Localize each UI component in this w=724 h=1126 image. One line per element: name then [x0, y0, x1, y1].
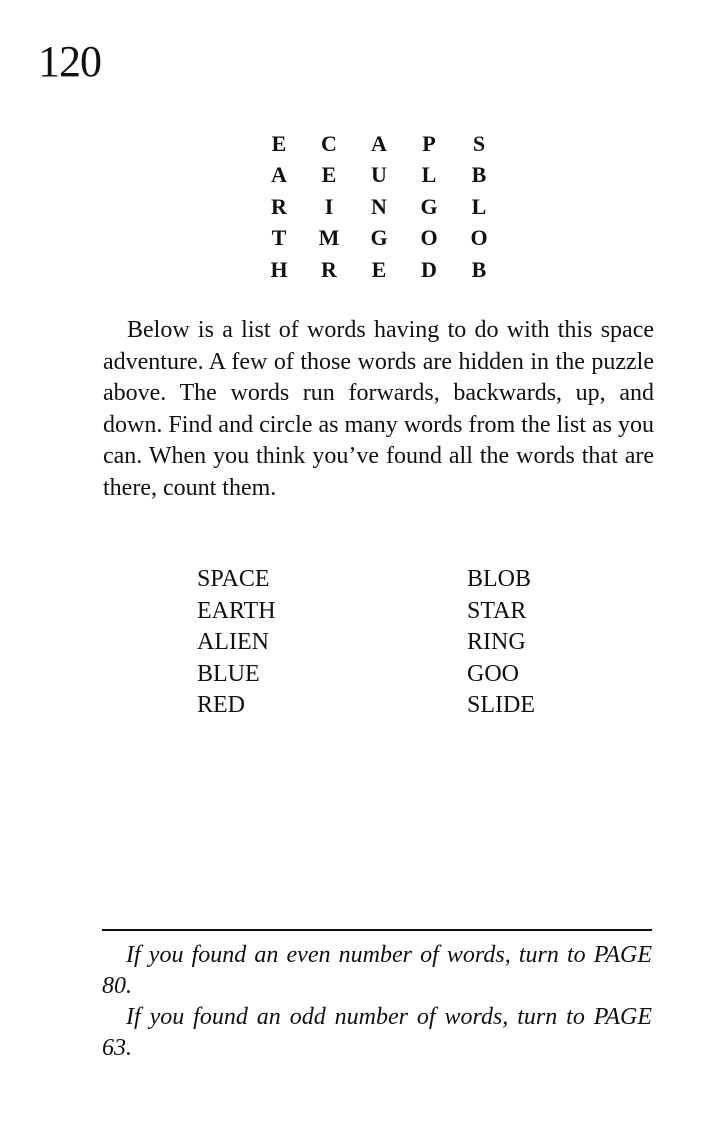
- word-list-item: EARTH: [197, 597, 276, 624]
- grid-letter: T: [271, 225, 287, 251]
- grid-letter: I: [324, 193, 334, 219]
- grid-letter: P: [422, 130, 436, 156]
- grid-letter: H: [270, 256, 288, 282]
- word-list: [197, 564, 577, 722]
- grid-letter: E: [271, 130, 287, 156]
- instructions-paragraph: Below is a list of words having to do with this space adventure. A few of those words are hidden in the puzzle above. The words run forwards, backwards, up, and down. Find and circle as many words from the list as you can. When you think you’ve found all the words that are there, count them.: [103, 317, 654, 501]
- word-list-item: RED: [197, 692, 245, 719]
- word-list-item: SLIDE: [467, 692, 535, 719]
- word-search-grid: [254, 128, 504, 286]
- word-list-item: BLUE: [197, 660, 260, 687]
- page-number: 120: [38, 37, 101, 86]
- grid-letter: O: [420, 225, 438, 251]
- word-list-item: GOO: [467, 660, 519, 687]
- odd-choice-text: If you found an odd number of words, turn to PAGE 63.: [102, 1004, 652, 1061]
- word-list-item: ALIEN: [197, 629, 269, 656]
- grid-letter: G: [420, 193, 438, 219]
- grid-letter: M: [318, 225, 340, 251]
- grid-letter: R: [321, 256, 337, 282]
- divider-rule: [102, 929, 652, 931]
- grid-letter: A: [271, 162, 287, 188]
- grid-letter: L: [421, 162, 437, 188]
- grid-letter: R: [271, 193, 287, 219]
- grid-letter: U: [371, 162, 387, 188]
- grid-letter: L: [471, 193, 487, 219]
- word-list-item: BLOB: [467, 566, 532, 593]
- word-list-item: SPACE: [197, 566, 270, 593]
- grid-letter: O: [470, 225, 488, 251]
- grid-letter: A: [371, 130, 387, 156]
- even-choice-text: If you found an even number of words, turn to PAGE 80.: [102, 942, 652, 999]
- grid-letter: D: [421, 256, 437, 282]
- page-choices: [102, 940, 652, 1064]
- grid-letter: N: [371, 193, 387, 219]
- word-list-item: RING: [467, 629, 526, 656]
- grid-letter: E: [321, 162, 337, 188]
- grid-letter: B: [471, 256, 487, 282]
- grid-letter: C: [321, 130, 337, 156]
- grid-letter: G: [370, 225, 388, 251]
- grid-letter: E: [371, 256, 387, 282]
- grid-letter: B: [471, 162, 487, 188]
- grid-letter: S: [472, 130, 486, 156]
- word-list-item: STAR: [467, 597, 527, 624]
